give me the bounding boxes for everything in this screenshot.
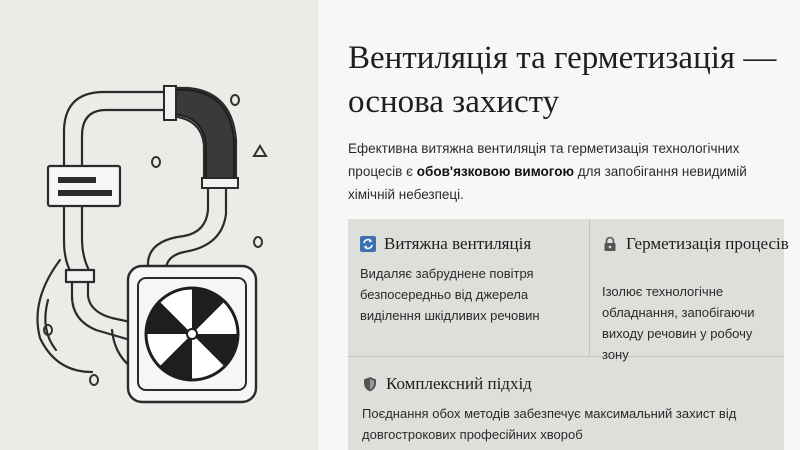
page-title: Вентиляція та герметизація — основа захисту — [348, 40, 777, 120]
vent-plate — [48, 166, 120, 206]
refresh-icon — [360, 236, 376, 252]
lock-icon — [602, 236, 618, 252]
card-title: Комплексний підхід — [386, 374, 532, 393]
card-text: Поєднання обох методів забезпечує максимальний захист від довгострокових професійних хвороб — [362, 406, 737, 442]
card-exhaust-ventilation — [360, 233, 582, 326]
intro-paragraph — [348, 137, 788, 206]
card-title-row — [602, 233, 789, 255]
card-text: Ізолює технологічне обладнання, запобігаючи виходу речовин у робочу зону — [602, 284, 755, 362]
shield-icon — [362, 376, 378, 392]
card-title-row — [360, 233, 582, 255]
card-title: Герметизація процесів — [626, 234, 789, 253]
features-block — [348, 219, 789, 450]
card-title: Витяжна вентиляція — [384, 234, 532, 253]
illustration-panel — [0, 0, 318, 450]
card-divider-vertical — [589, 219, 590, 356]
card-complex-approach — [362, 373, 778, 445]
content-panel — [318, 0, 800, 450]
intro-text-before: Ефективна витяжна вентиляція та герметизація технологічних процесів є — [348, 141, 740, 179]
card-title-row — [362, 373, 778, 395]
intro-text-after: для запобігання невидимій хімічній небезпеці. — [348, 164, 747, 202]
card-text: Видаляє забруднене повітря безпосередньо від джерела виділення шкідливих речовин — [360, 266, 540, 323]
intro-text-bold: обов'язковою вимогою — [416, 164, 575, 179]
ventilation-illustration — [0, 0, 318, 450]
card-process-sealing — [602, 233, 789, 365]
